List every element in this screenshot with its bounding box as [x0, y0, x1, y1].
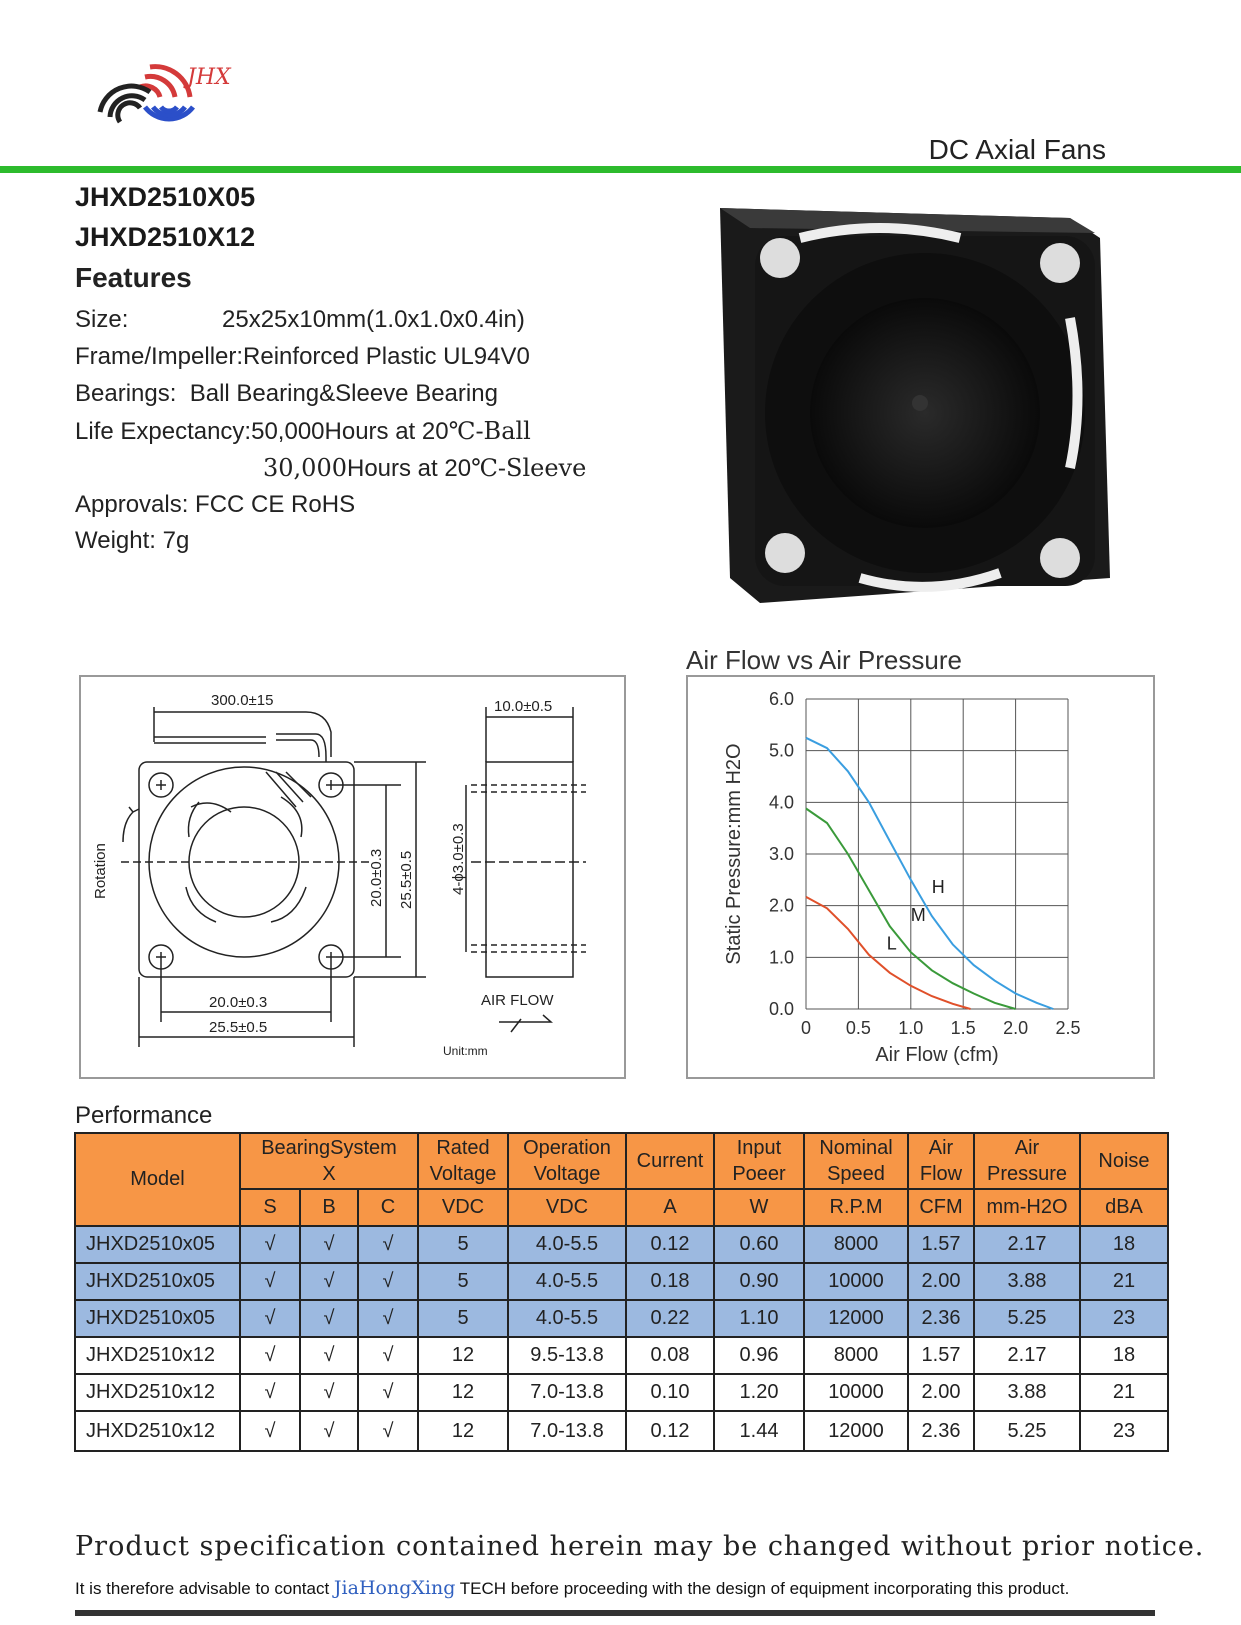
table-row	[75, 1263, 1168, 1300]
header-rated-l1: Rated	[436, 1137, 490, 1159]
cell-noise: 21	[1080, 1263, 1168, 1300]
cell-current: 0.12	[626, 1226, 714, 1263]
cell-b: √	[300, 1337, 358, 1374]
footer-advisory-pre: It is therefore advisable to contact	[75, 1579, 334, 1598]
cell-speed: 8000	[804, 1337, 908, 1374]
cell-flow: 2.36	[908, 1411, 974, 1451]
header-noise: Noise	[1080, 1133, 1168, 1189]
cell-flow: 1.57	[908, 1337, 974, 1374]
header-divider	[0, 166, 1241, 173]
table-header-row	[75, 1133, 1168, 1189]
cell-rated: 12	[418, 1374, 508, 1411]
cell-power: 0.96	[714, 1337, 804, 1374]
unit-c: C	[358, 1189, 418, 1226]
cell-op: 4.0-5.5	[508, 1226, 626, 1263]
cell-rated: 12	[418, 1337, 508, 1374]
dim-holes: 4-ϕ3.0±0.3	[450, 823, 467, 895]
dimension-drawing-panel	[79, 675, 626, 1079]
cell-power: 1.20	[714, 1374, 804, 1411]
cell-pressure: 3.88	[974, 1374, 1080, 1411]
table-row	[75, 1374, 1168, 1411]
x-tick-label: 0	[800, 1018, 812, 1038]
cell-speed: 12000	[804, 1411, 908, 1451]
company-logo	[95, 52, 255, 152]
life-sleeve-hours: 30,000	[263, 454, 347, 482]
cell-op: 4.0-5.5	[508, 1300, 626, 1337]
chart-title: Air Flow vs Air Pressure	[686, 645, 962, 675]
performance-heading: Performance	[75, 1102, 213, 1129]
feature-size	[75, 306, 525, 334]
footer-divider	[75, 1610, 1155, 1616]
cell-rated: 5	[418, 1263, 508, 1300]
feature-bearings: Bearings: Ball Bearing&Sleeve Bearing	[75, 380, 498, 407]
header-pressure-l2: Pressure	[986, 1163, 1068, 1185]
cell-current: 0.22	[626, 1300, 714, 1337]
cell-c: √	[358, 1411, 418, 1451]
life-sleeve-unit: ℃-Sleeve	[471, 454, 587, 482]
cell-rated: 5	[418, 1226, 508, 1263]
cell-current: 0.10	[626, 1374, 714, 1411]
cell-c: √	[358, 1300, 418, 1337]
cell-model: JHXD2510x05	[75, 1263, 240, 1300]
table-row	[75, 1337, 1168, 1374]
cell-speed: 8000	[804, 1226, 908, 1263]
life-ball-unit: ℃-Ball	[448, 417, 531, 445]
cell-b: √	[300, 1300, 358, 1337]
footer-notice: Product specification contained herein may be changed without prior notice.	[75, 1531, 1205, 1562]
feature-life-sleeve	[263, 454, 586, 483]
header-nominal-l2: Speed	[827, 1163, 885, 1185]
cell-b: √	[300, 1226, 358, 1263]
curve-label-m: M	[910, 905, 926, 926]
header-airflow	[908, 1133, 974, 1189]
feature-weight: Weight: 7g	[75, 527, 190, 554]
cell-op: 7.0-13.8	[508, 1374, 626, 1411]
cell-speed: 10000	[804, 1263, 908, 1300]
page-category-title: DC Axial Fans	[928, 134, 1106, 165]
x-tick-label: 2.0	[1003, 1018, 1029, 1038]
header-bearing-l1: BearingSystem	[261, 1137, 397, 1159]
unit-operation: VDC	[508, 1189, 626, 1226]
footer-advisory-post: TECH before proceeding with the design of equipment incorporating this product.	[455, 1579, 1070, 1598]
y-tick-label: 6.0	[768, 689, 794, 709]
x-axis-label: Air Flow (cfm)	[875, 1044, 999, 1066]
header-input	[714, 1133, 804, 1189]
dim-hole-pitch-v: 20.0±0.3	[368, 848, 385, 907]
unit-b: B	[300, 1189, 358, 1226]
dim-hole-pitch-h: 20.0±0.3	[209, 994, 268, 1011]
performance-table	[74, 1132, 1169, 1452]
table-row	[75, 1300, 1168, 1337]
feature-size-label: Size:	[75, 306, 129, 333]
header-pressure-l1: Air	[1014, 1137, 1040, 1159]
cell-op: 9.5-13.8	[508, 1337, 626, 1374]
cell-rated: 5	[418, 1300, 508, 1337]
header-airflow-l2: Flow	[919, 1163, 963, 1185]
curve-label-l: L	[886, 933, 897, 954]
cell-s: √	[240, 1337, 300, 1374]
cell-pressure: 5.25	[974, 1411, 1080, 1451]
rotation-label: Rotation	[92, 843, 109, 899]
dim-outer-h: 25.5±0.5	[209, 1019, 268, 1036]
airflow-label: AIR FLOW	[481, 992, 554, 1009]
cell-s: √	[240, 1226, 300, 1263]
header-pressure	[974, 1133, 1080, 1189]
header-input-l2: Poeer	[732, 1163, 786, 1185]
header-operation	[508, 1133, 626, 1189]
table-row	[75, 1226, 1168, 1263]
y-tick-label: 0.0	[768, 999, 794, 1019]
cell-pressure: 2.17	[974, 1337, 1080, 1374]
dim-cable-length: 300.0±15	[211, 692, 274, 709]
unit-label: Unit:mm	[443, 1044, 488, 1058]
header-nominal	[804, 1133, 908, 1189]
cell-flow: 2.00	[908, 1263, 974, 1300]
x-tick-label: 1.0	[898, 1018, 924, 1038]
table-row	[75, 1411, 1168, 1451]
unit-rated: VDC	[418, 1189, 508, 1226]
life-sleeve-text: Hours at 20	[346, 455, 472, 482]
dim-thickness: 10.0±0.5	[494, 698, 553, 715]
cell-s: √	[240, 1300, 300, 1337]
cell-model: JHXD2510x05	[75, 1226, 240, 1263]
header-current: Current	[626, 1133, 714, 1189]
header-input-l1: Input	[736, 1137, 782, 1159]
cell-power: 0.60	[714, 1226, 804, 1263]
cell-s: √	[240, 1263, 300, 1300]
cell-c: √	[358, 1263, 418, 1300]
header-nominal-l1: Nominal	[819, 1137, 893, 1159]
model-title-1: JHXD2510X05	[75, 182, 256, 212]
cell-power: 1.44	[714, 1411, 804, 1451]
y-tick-label: 3.0	[768, 844, 794, 864]
y-tick-label: 4.0	[768, 792, 794, 813]
cell-speed: 12000	[804, 1300, 908, 1337]
header-operation-l1: Operation	[523, 1137, 611, 1159]
cell-flow: 1.57	[908, 1226, 974, 1263]
footer-company: JiaHongXing	[333, 1577, 456, 1599]
cell-noise: 23	[1080, 1411, 1168, 1451]
cell-flow: 2.00	[908, 1374, 974, 1411]
y-axis-label: Static Pressure:mm H2O	[723, 743, 745, 965]
cell-noise: 18	[1080, 1226, 1168, 1263]
cell-current: 0.12	[626, 1411, 714, 1451]
unit-power: W	[714, 1189, 804, 1226]
model-title-2: JHXD2510X12	[75, 222, 256, 252]
header-airflow-l1: Air	[928, 1137, 954, 1159]
cell-flow: 2.36	[908, 1300, 974, 1337]
cell-speed: 10000	[804, 1374, 908, 1411]
cell-model: JHXD2510x12	[75, 1337, 240, 1374]
cell-pressure: 5.25	[974, 1300, 1080, 1337]
dimension-drawing	[81, 677, 624, 1077]
cell-pressure: 2.17	[974, 1226, 1080, 1263]
y-tick-label: 5.0	[768, 740, 794, 761]
dim-outer-v: 25.5±0.5	[398, 850, 415, 909]
cell-op: 4.0-5.5	[508, 1263, 626, 1300]
header-rated-l2: Voltage	[429, 1163, 497, 1185]
cell-c: √	[358, 1337, 418, 1374]
feature-approvals: Approvals: FCC CE RoHS	[75, 491, 356, 518]
cell-model: JHXD2510x05	[75, 1300, 240, 1337]
x-tick-label: 0.5	[845, 1018, 871, 1038]
life-ball-text: Hours at 20	[324, 418, 449, 445]
y-tick-label: 1.0	[768, 947, 794, 968]
unit-noise: dBA	[1080, 1189, 1168, 1226]
header-operation-l2: Voltage	[533, 1163, 601, 1185]
life-label: Life Expectancy:	[75, 418, 252, 445]
y-tick-label: 2.0	[768, 895, 794, 916]
x-tick-label: 2.5	[1055, 1018, 1081, 1038]
feature-frame: Frame/Impeller:Reinforced Plastic UL94V0	[75, 343, 530, 370]
header-model: Model	[75, 1133, 240, 1226]
cell-rated: 12	[418, 1411, 508, 1451]
cell-s: √	[240, 1411, 300, 1451]
unit-pressure: mm-H2O	[974, 1189, 1080, 1226]
cell-b: √	[300, 1263, 358, 1300]
air-flow-chart	[688, 677, 1153, 1077]
header-bearing	[240, 1133, 418, 1189]
cell-power: 1.10	[714, 1300, 804, 1337]
cell-c: √	[358, 1226, 418, 1263]
logo-brand-text: JHX	[187, 65, 231, 90]
cell-current: 0.08	[626, 1337, 714, 1374]
chart-panel	[686, 675, 1155, 1079]
feature-life-ball	[75, 417, 531, 446]
header-bearing-l2: X	[322, 1163, 336, 1185]
cell-b: √	[300, 1374, 358, 1411]
cell-model: JHXD2510x12	[75, 1374, 240, 1411]
fan-product-photo	[700, 178, 1115, 608]
cell-s: √	[240, 1374, 300, 1411]
cell-current: 0.18	[626, 1263, 714, 1300]
unit-flow: CFM	[908, 1189, 974, 1226]
unit-speed: R.P.M	[804, 1189, 908, 1226]
cell-op: 7.0-13.8	[508, 1411, 626, 1451]
life-ball-hours: 50,000	[251, 418, 325, 445]
cell-noise: 21	[1080, 1374, 1168, 1411]
unit-current: A	[626, 1189, 714, 1226]
cell-noise: 23	[1080, 1300, 1168, 1337]
features-heading: Features	[75, 262, 192, 293]
x-tick-label: 1.5	[950, 1018, 976, 1038]
cell-b: √	[300, 1411, 358, 1451]
cell-model: JHXD2510x12	[75, 1411, 240, 1451]
cell-c: √	[358, 1374, 418, 1411]
feature-size-value: 25x25x10mm(1.0x1.0x0.4in)	[222, 306, 525, 333]
cell-noise: 18	[1080, 1337, 1168, 1374]
curve-label-h: H	[931, 876, 945, 897]
cell-power: 0.90	[714, 1263, 804, 1300]
cell-pressure: 3.88	[974, 1263, 1080, 1300]
footer-advisory	[75, 1577, 1069, 1599]
header-rated	[418, 1133, 508, 1189]
unit-s: S	[240, 1189, 300, 1226]
